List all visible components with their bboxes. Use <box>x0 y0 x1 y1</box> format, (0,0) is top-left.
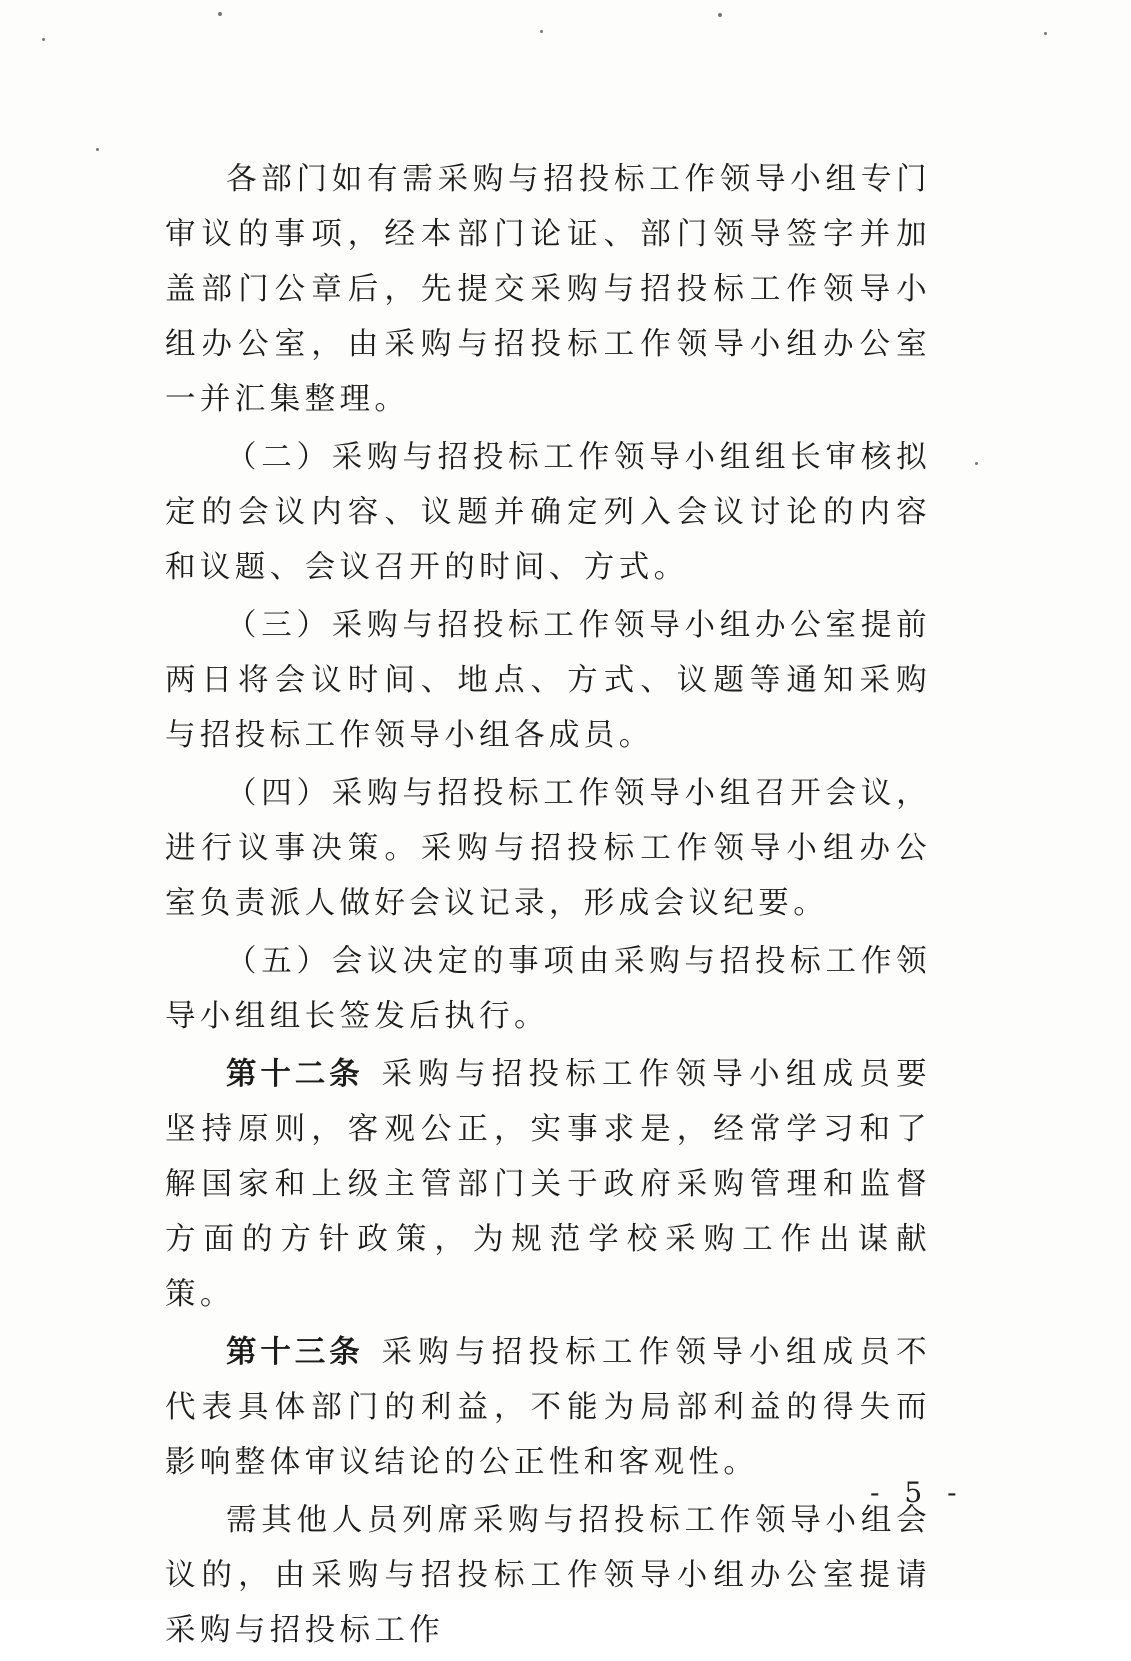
scan-speck <box>1044 32 1047 35</box>
paragraph-item-5: （五）会议决定的事项由采购与招投标工作领导小组组长签发后执行。 <box>165 944 931 1034</box>
scan-speck <box>540 30 543 33</box>
article-12 <box>165 1047 931 1322</box>
scan-speck <box>42 38 45 41</box>
article-12-heading: 第十二条 <box>226 1057 364 1092</box>
scan-speck <box>96 148 99 151</box>
document-body <box>165 152 931 1661</box>
scan-speck <box>975 462 978 465</box>
article-13 <box>165 1325 931 1490</box>
scan-speck <box>218 12 222 16</box>
article-13-text: 采购与招投标工作领导小组成员不代表具体部门的利益，不能为局部利益的得失而影响整体审议结论的公正性和客观性。 <box>165 1335 932 1480</box>
paragraph-item-2: （二）采购与招投标工作领导小组组长审核拟定的会议内容、议题并确定列入会议讨论的内容和议题、会议召开的时间、方式。 <box>165 440 931 585</box>
page-number: - 5 - <box>870 1476 965 1509</box>
paragraph-item-4: （四）采购与招投标工作领导小组召开会议，进行议事决策。采购与招投标工作领导小组办公室负责派人做好会议记录，形成会议纪要。 <box>165 776 931 921</box>
paragraph-item-3: （三）采购与招投标工作领导小组办公室提前两日将会议时间、地点、方式、议题等通知采购与招投标工作领导小组各成员。 <box>165 608 931 753</box>
article-13-heading: 第十三条 <box>226 1335 364 1370</box>
scan-speck <box>718 13 722 17</box>
article-12-text: 采购与招投标工作领导小组成员要坚持原则，客观公正，实事求是，经常学习和了解国家和上级主管部门关于政府采购管理和监督方面的方针政策，为规范学校采购工作出谋献策。 <box>165 1057 932 1312</box>
paragraph-closing: 需其他人员列席采购与招投标工作领导小组会议的，由采购与招投标工作领导小组办公室提请采购与招投标工作 <box>165 1503 931 1648</box>
paragraph-submission: 各部门如有需采购与招投标工作领导小组专门审议的事项，经本部门论证、部门领导签字并加盖部门公章后，先提交采购与招投标工作领导小组办公室，由采购与招投标工作领导小组办公室一并汇集整理。 <box>165 162 931 417</box>
